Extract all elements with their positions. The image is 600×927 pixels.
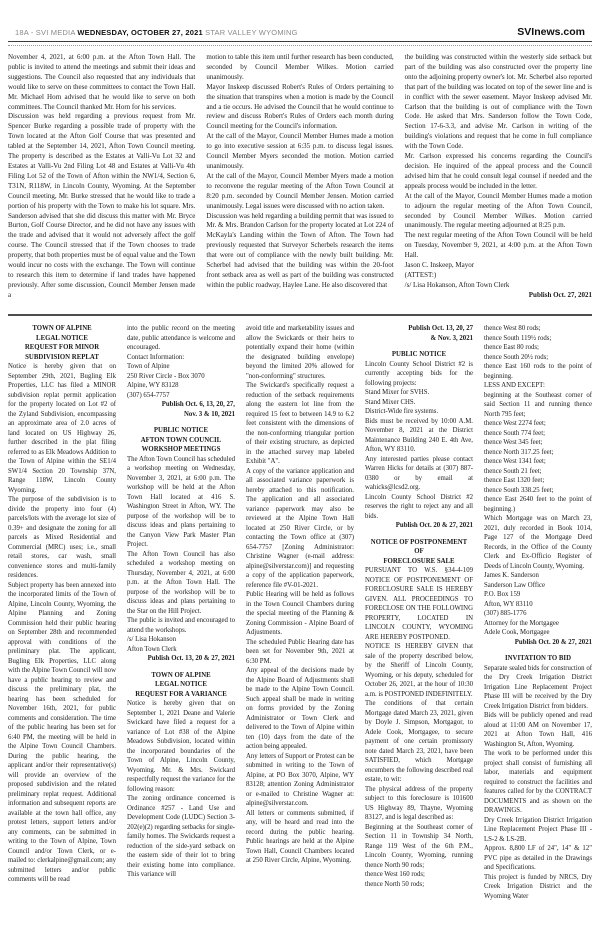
page-header	[8, 26, 592, 41]
article-column-2	[206, 53, 393, 309]
notice-paragraph: A copy of the variance application and all associated variance paperwork is hereby attached to this notification. The application and all associated variance paperwork may also be reviewed at the Alpine Town Hall located at 250 River Circle, or by contacting the Town office at (307) 654-7757 [Zoning Administrator: Christine Wagner (e-mail address: alpine@silverstar.com)] and requesting a copy of the application paperwork, reference file #V-01-2021.	[246, 467, 354, 589]
notice-paragraph: Dry Creek Irrigation District Irrigation Line Replacement Project Phase III - LS-2 & LS-2B.	[484, 816, 592, 843]
folio-prefix: 18A - SVI MEDIA	[15, 28, 78, 37]
address-lines	[405, 261, 592, 291]
notice-paragraph: The Swickard's specifically request a reduction of the setback requirements along the eastern lot line from the required 15 feet to between 14.9 to 6.2 feet consistent with the dimensions of the non-conforming triangular portion of their existing structure, as depicted in the attached survey map labeled Exhibit "A".	[246, 382, 354, 465]
notices-column-2	[127, 324, 235, 927]
notices-column-4	[365, 324, 473, 927]
notices-column-3	[246, 324, 354, 927]
publish-date	[365, 521, 473, 531]
notice-heading-line: TOWN OF ALPINE	[32, 325, 92, 332]
notice-paragraph: Lincoln County School District #2 is currently accepting bids for the following projects:	[365, 360, 473, 387]
notice-heading-line: LEGAL NOTICE	[36, 334, 88, 342]
address-lines	[484, 571, 592, 638]
notice-paragraph: Approx. 8,800 LF of 24", 14" & 12" PVC pipe as detailed in the Drawings and Specifications.	[484, 845, 592, 871]
notice-heading-line: AFTON TOWN COUNCIL	[140, 436, 222, 444]
address-lines-line: (307) 885-1776	[484, 610, 527, 617]
address-lines-line: Jason C. Inskeep, Mayor	[404, 261, 475, 270]
notice-paragraph: Separate sealed bids for construction of the Dry Creek Irrigation District Irrigation Line Replacement Project Phase III will be received by the Dry Creek Irrigation District from bidders.	[484, 664, 592, 710]
notice-paragraph: At the call of the Mayor, Council Member Myers made a motion to reconvene the regular meeting of the Afton Town Council at 8:20 p.m. seconded by Council Member Jensen. Motion carried unanimously. Legal issues were discussed with no action taken.	[206, 171, 394, 210]
address-lines	[484, 381, 592, 391]
address-lines-line: thence South 119½ rods;	[484, 334, 552, 342]
address-lines-line: thence South 21 feet;	[484, 467, 542, 475]
notice-paragraph: Mayor Inskeep discussed Robert's Rules of Orders pertaining to the situation that transpires when a motion is made by the Council and a tie occurs. He advised the Council that he would continue to review and discuss Robert's Rules of Orders each month during Council meeting for the Council's information.	[206, 82, 394, 131]
address-lines-line: /s/ Lisa Hokanson, Afton Town Clerk	[404, 280, 510, 289]
publish-date	[127, 400, 235, 419]
address-lines-line: Stand Mixer CHS.	[365, 398, 416, 406]
notice-paragraph: thence East 160 rods to the point of beginning.	[484, 363, 592, 380]
publish-date-line: Publish Oct. 20 & 27, 2021	[395, 522, 473, 529]
address-lines-line: Stand Mixer for SVHS.	[365, 389, 430, 396]
publish-date	[127, 654, 235, 664]
address-lines-line: Afton Town Clerk	[127, 645, 177, 653]
publish-date-line: Publish Oct. 13, 20 & 27, 2021	[147, 655, 235, 662]
notice-paragraph: This project is funded by NRCS, Dry Creek Irrigation District and the Wyoming Water	[484, 873, 592, 900]
address-lines-line: thence East 1320 feet;	[484, 477, 545, 484]
notice-heading-line: SUBDIVISION REPLAT	[25, 353, 99, 361]
notice-paragraph: the building was constructed within the westerly side setback but part of the building was also constructed over the property line onto the adjoining property owner's lot. Mr. Scherbel also reported that part of the building was located on top of the sewer line and is in conflict with the sewer easement. Mayor Inskeep advised Mr. Carlson that the building is out of compliance with the Town Code. He asked that Mrs. Sanderson follow the Town Code, Section 17-6-3.3, and advise Mr. Carlson in writing of the building's violations and request that he come in full compliance with the Town Code.	[404, 53, 592, 151]
address-lines-line: thence South 20½ rods;	[484, 353, 549, 361]
notice-paragraph: Discussion was held regarding a previous request from Mr. Spencer Burke regarding a possible trade of property with the Town located at the Afton Golf Course that was presented and tabled at the September 14, 2021, Afton Town Council meeting. The property is described as the Estates at Valli-Vu Lot 32 and Estates at Valli-Vu 2nd Filing Lot 48 and Estates at Valli-Vu 4th Filing Lot 52 of the Town of Afton within the NW1/4, Section 6, T31N, R118W, in Lincoln County, Wyoming. At the September Council meeting, Mr. Burke stressed that he would like to trade a portion of his property with the Town to make his lot square. Mrs. Sanderson advised that she did discuss this matter with Mr. Bryce Burton, Golf Course Director, and he did not have any issues with the trade and advised that it would not adversely affect the golf course. The Council stressed that if the Town chooses to trade property, that both properties must be of equal value and the Town would incur no costs with the exchange. The Town will continue to research this item to determine if land trades have happened previously. After some discussion, Council Member Jensen made a	[8, 112, 196, 299]
address-lines-line: (307) 654-7757	[127, 391, 170, 399]
notice-paragraph: Subject property has been annexed into the incorporated limits of the Town of Alpine, Lincoln County, Wyoming, the Alpine Planning and Zoning Commission held their public hearing on September 28th and recommended approval with conditions of the preliminary plat. The applicant, Bugling Elk Properties, LLC along with the Alpine Town Council will now have a public hearing to review and discuss the preliminary plat, the hearing has been scheduled for November 16th, 2021, for public comments and consideration. The time of the public hearing has been set for 6:40 PM, the meeting will be held in the Alpine Town Council Chambers. During the public hearing, the applicant and/or their representative(s) will provide an overview of the proposed subdivision and the related preliminary replat request. Additional information and subsequent reports are available at the town hall office, any protest letters, support letters and/or any comments, can be submitted in writing to the Town of Alpine, Town Council and/or Town Clerk, or e-mailed to: clerkalpine@gmail.com; any submitted letters and/or public comments will be read	[8, 581, 116, 883]
notice-paragraph: beginning at the Southeast corner of said Section 11 and running thence North 795 feet;	[484, 391, 592, 418]
address-lines-line: Afton, WY 83110	[484, 600, 533, 608]
notice-heading-line: NOTICE OF POSTPONEMENT	[370, 538, 468, 546]
address-lines-line: Sanderson Law Office	[484, 581, 546, 589]
publish-date-line: Nov. 3 & 10, 2021	[184, 410, 235, 418]
notice-paragraph: The purpose of the subdivision is to divide the property into four (4) parcels/lots with the average lot size of 0.39+ and designate the zoning for all parcels as Mixed Residential and Commercial (MRC) uses; i.e., small retail stores, car wash, small convenience stores and multi-family residences.	[8, 496, 116, 579]
notice-paragraph: The scheduled Public Hearing date has been set for November 9th, 2021 at 6:30 PM.	[246, 638, 354, 665]
notice-paragraph: Beginning at the Southeast corner of Section 11 in Township 34 North, Range 119 West of the 6th P.M., Lincoln County, Wyoming, running thence North 90 rods;	[365, 823, 473, 869]
notice-paragraph: November 4, 2021, at 6:00 p.m. at the Afton Town Hall. The public is invited to attend the meetings and submit their ideas and suggestions. The Council also requested that any individuals that would like to serve on these committees to contact the Town Hall. Mr. Michael Horn advised that he would like to serve on both committees. The Council thanked Mr. Horn for his services.	[8, 53, 196, 111]
notice-heading-line: INVITATION TO BID	[505, 655, 571, 662]
notice-paragraph: Which Mortgage was on March 23, 2021, duly recorded in Book 1014, Page 127 of the Mortgage Deed Records, in the Office of the County Clerk and Ex-Officio Register of Deeds of Lincoln County, Wyoming.	[484, 515, 592, 570]
address-lines-line: 250 River Circle - Box 3070	[127, 372, 205, 380]
address-lines-line: thence North 317.25 feet;	[484, 448, 554, 456]
legal-notices-section	[8, 324, 592, 927]
address-lines-line: thence South 338.25 feet;	[484, 486, 554, 494]
address-lines-line: Adele Cook, Mortgagee	[484, 629, 550, 636]
address-lines	[127, 353, 235, 401]
address-lines-line: (ATTEST:)	[404, 270, 437, 279]
notice-heading	[127, 671, 235, 700]
notice-paragraph: Notice is hereby given that on September 29th, 2021, Bugling Elk Properties, LLC has filed a MINOR subdivision replat permit application for the property located on Lot #2 of the Zyland Subdivision, encompassing an approximate area of 2.0 acres of land located on US Highway 26, further described in the plat filing referred to as Elk Meadows Addition to the Town of Alpine within the SE1/4 SW1/4 Section 20 Township 37N, Range 118W, Lincoln County Wyoming.	[8, 363, 116, 494]
notice-paragraph: The zoning ordinance concerned is Ordinance #257 - Land Use and Development Code (LUDC) Section 3-202(e)(2) regarding setbacks for single-family homes. The Swickards request a reduction of the side-yard setback on the eastern side of their lot to bring their existing home into compliance. This variance will	[127, 795, 235, 878]
address-lines-line: Contact Information:	[127, 353, 185, 361]
folio-date: WEDNESDAY, OCTOBER 27, 2021	[77, 28, 203, 37]
notice-paragraph: motion to table this item until further research has been conducted, seconded by Council Member Wilkes. Motion carried unanimously.	[206, 53, 394, 81]
folio-suffix: STAR VALLEY WYOMING	[202, 28, 298, 37]
notice-heading-line: OF	[414, 548, 424, 555]
address-lines	[365, 870, 473, 889]
notice-heading	[365, 538, 473, 567]
notice-paragraph: avoid title and marketability issues and allow the Swickards or their heirs to potentially expand their home (within the designated building envelope) beyond the limited 20% allowed for "non-conforming" structures.	[246, 325, 354, 380]
notice-heading-line: LEGAL NOTICE	[155, 681, 207, 688]
notice-paragraph: Bids must be received by 10:00 A.M. November 8, 2021 at the District Maintenance Building 240 E. 4th Ave, Afton, WY 83110.	[365, 417, 473, 453]
notices-column-1	[8, 324, 116, 927]
article-column-1	[8, 53, 195, 309]
address-lines-line: P.O. Box 159	[484, 591, 521, 598]
notice-paragraph: The physical address of the property subject to this foreclosure is 101600 US Highway 89, Thayne, Wyoming 83127, and is legal described as:	[365, 785, 473, 821]
address-lines-line: James K. Sanderson	[484, 572, 539, 579]
address-lines-line: LESS AND EXCEPT:	[484, 382, 545, 389]
notice-heading-line: REQUEST FOR A VARIANCE	[135, 690, 227, 698]
article-column-3	[405, 53, 592, 309]
address-lines-line: District-Wide fire systems.	[365, 408, 439, 415]
address-lines-line: thence North 50 rods;	[365, 880, 425, 888]
address-lines-line: /s/ Lisa Hokanson	[127, 636, 177, 643]
address-lines-line: thence West 80 rods;	[484, 325, 541, 332]
notice-paragraph: NOTICE IS HEREBY GIVEN that sale of the property described below, by the Sheriff of Lincoln County, Wyoming, or his deputy, scheduled for October 26, 2021, at the hour of 10:30 a.m. is POSTPONED INDEFINITELY.	[365, 643, 473, 698]
address-lines-line: Alpine, WY 83128	[127, 382, 179, 389]
page-folio	[15, 28, 298, 37]
notice-heading-line: WORKSHOP MEETINGS	[141, 446, 221, 453]
notice-paragraph: Mr. Carlson expressed his concerns regarding the Council's decision. He inquired of the appeal process and the Council advised him that he could consult legal counsel if needed and the appeals process would be included in the letter.	[404, 152, 592, 190]
notice-paragraph: The Afton Town Council has also scheduled a workshop meeting on Thursday, November 4, 2021, at 6:00 p.m. at the Afton Town Hall. The purpose of the workshop will be to discuss ideas and plans pertaining to the Star on the Hill Project.	[127, 550, 235, 615]
address-lines-line: thence West 1341 feet;	[484, 458, 546, 465]
notice-heading	[484, 654, 592, 664]
section-divider	[8, 314, 592, 316]
publish-date	[365, 324, 473, 343]
notice-paragraph: Public Hearing will be held as follows in the Town Council Chambers during the special meeting of the Planning & Zoning Commission - Alpine Board of Adjustments.	[246, 591, 354, 636]
address-lines	[127, 635, 235, 654]
notice-paragraph: Bids will be publicly opened and read aloud at 11:00 AM on November 17, 2021 at Afton Town Hall, 416 Washington St, Afton, Wyoming.	[484, 712, 592, 748]
notice-paragraph: Discussion was held regarding a building permit that was issued to Mr. & Mrs. Brandon Carlson for the property located at Lot 224 of McKayla's Landing within the Town of Afton. The Town had previously requested that Surveyor Scherbels research the items that were out of compliance with the newly built building. Mr. Scherbel had advised that the building was within the 20-foot front setback area as well as part of the building was constructed within the public roadway, Haylee Lane. He also discovered that	[206, 211, 394, 289]
address-lines-line: thence East 80 rods;	[484, 344, 539, 351]
address-lines	[365, 388, 473, 417]
notice-heading-line: FORECLOSURE SALE	[383, 557, 455, 565]
notice-paragraph: PURSUANT TO W.S. §34-4-109 NOTICE OF POSTPONEMENT OF FORECLOSURE SALE IS HEREBY GIVEN. ALL PROCEEDINGS TO FORECLOSE ON THE FOLLOWING PROPERTY, LOCATED IN LINCOLN COUNTY, WYOMING ARE HEREBY POSTPONED.	[365, 567, 473, 641]
address-lines-line: thence West 160 rods;	[365, 871, 425, 878]
notice-paragraph: into the public record on the meeting date, public attendance is welcome and encouraged.	[127, 325, 235, 351]
header-divider	[8, 41, 592, 46]
notice-heading	[127, 426, 235, 455]
address-lines-line: thence West 2274 feet;	[484, 420, 546, 427]
publish-date-line: Publish Oct. 20 & 27, 2021	[514, 638, 592, 646]
address-lines-line: thence West 345 feet;	[484, 439, 543, 446]
notice-heading-line: PUBLIC NOTICE	[153, 427, 209, 434]
notice-paragraph: Any appeal of the decisions made by the Alpine Board of Adjustments shall be made to the Alpine Town Council. Such appeal shall be made in writing on forms provided by the Zoning Administrator or Town Clerk and delivered to the Town of Alpine within ten (10) days from the date of the action being appealed.	[246, 667, 354, 750]
notice-paragraph: Lincoln County School District #2 reserves the right to reject any and all bids.	[365, 493, 473, 520]
notice-paragraph: At the call of the Mayor, Council Member Humes made a motion to go into executive session at 6:35 p.m. to discuss legal issues. Council Member Myers seconded the motion. Motion carried unanimously.	[206, 132, 394, 170]
notice-paragraph: The public is invited and encouraged to attend the workshops.	[127, 617, 235, 634]
address-lines	[484, 419, 592, 495]
notice-heading-line: TOWN OF ALPINE	[151, 671, 211, 679]
notice-paragraph: Notice is hereby given that on September 1, 2021 Deane and Valerie Swickard have filed a request for a variance of Lot #38 of the Alpine Meadows Subdivision, located within the incorporated boundaries of the Town of Alpine, Lincoln County, Wyoming. Mr. & Mrs. Swickard respectfully request the variance for the following reason:	[127, 700, 235, 793]
notice-paragraph: The work to be performed under this project shall consist of furnishing all labor, materials and equipment required to construct the facilities and features called for by the CONTRACT DOCUMENTS and as shown on the DRAWINGS.	[484, 750, 592, 814]
notice-paragraph: The next regular meeting of the Afton Town Council will be held on Tuesday, November 9, 2021, at 4:00 p.m. at the Afton Town Hall.	[404, 231, 592, 260]
publish-date-line: & Nov. 3, 2021	[430, 334, 473, 342]
publish-date-line: Publish Oct. 6, 13, 20, 27,	[161, 401, 235, 408]
address-lines	[484, 324, 592, 362]
notice-heading-line: REQUEST FOR MINOR	[24, 344, 100, 351]
notice-paragraph: thence East 2640 feet to the point of beginning.)	[484, 496, 592, 513]
publish-date-line: Publish Oct. 13, 20, 27	[408, 325, 473, 332]
address-lines-line: Town of Alpine	[127, 363, 170, 370]
notice-paragraph: The Afton Town Council has scheduled a workshop meeting on Wednesday, November 3, 2021, at 6:00 p.m. The workshop will be held at the Afton Town Hall located at 416 S. Washington Street in Afton, WY. The purpose of the workshop will be to discuss ideas and plans pertaining to the Canyon View Park Master Plan Project.	[127, 455, 235, 548]
notice-paragraph: Any interested parties please contact Warren Hicks for details at (307) 887-0380 or by email at wahicks@lcsd2.org.	[365, 455, 473, 491]
notices-column-5	[484, 324, 592, 927]
notice-paragraph: Any letters of Support or Protest can be submitted in writing to the Town of Alpine, at PO Box 3070, Alpine, WY 83128; attention Zoning Administrator or e-mailed to Christine Wagner at: alpine@silverstar.com.	[246, 752, 354, 807]
address-lines-line: Attorney for the Mortgagee	[484, 619, 559, 627]
publish-date-line: Publish Oct. 27, 2021	[528, 290, 592, 299]
notice-paragraph: At the call of the Mayor, Council Member Humes made a motion to adjourn the regular meeting of the Afton Town Council, seconded by Council Member Wilkes. Motion carried unanimously. The regular meeting adjourned at 8:25 p.m.	[404, 191, 592, 230]
notice-paragraph: The conditions of that certain Mortgage dated March 23, 2021, given by Doyle J. Simpson, Mortgagor, to Adele Cook, Mortgagee, to secure payment of one certain promissory note dated March 23, 2021, have been SATISFIED, which Mortgage encumbers the following described real estate, to wit:	[365, 700, 473, 783]
council-minutes-article	[8, 53, 592, 309]
publish-date	[484, 638, 592, 648]
publish-date	[405, 291, 592, 301]
address-lines-line: thence South 774 feet;	[484, 429, 545, 437]
notice-paragraph: All letters or comments submitted, if any, will be heard and read into the record during the public hearing. Public hearings are held at the Alpine Town Hall, Council Chambers located at 250 River Circle, Alpine, Wyoming.	[246, 809, 354, 864]
site-url: SVInews.com	[517, 26, 585, 38]
notice-heading	[365, 350, 473, 360]
notice-heading-line: PUBLIC NOTICE	[391, 351, 447, 358]
notice-heading	[8, 324, 116, 362]
